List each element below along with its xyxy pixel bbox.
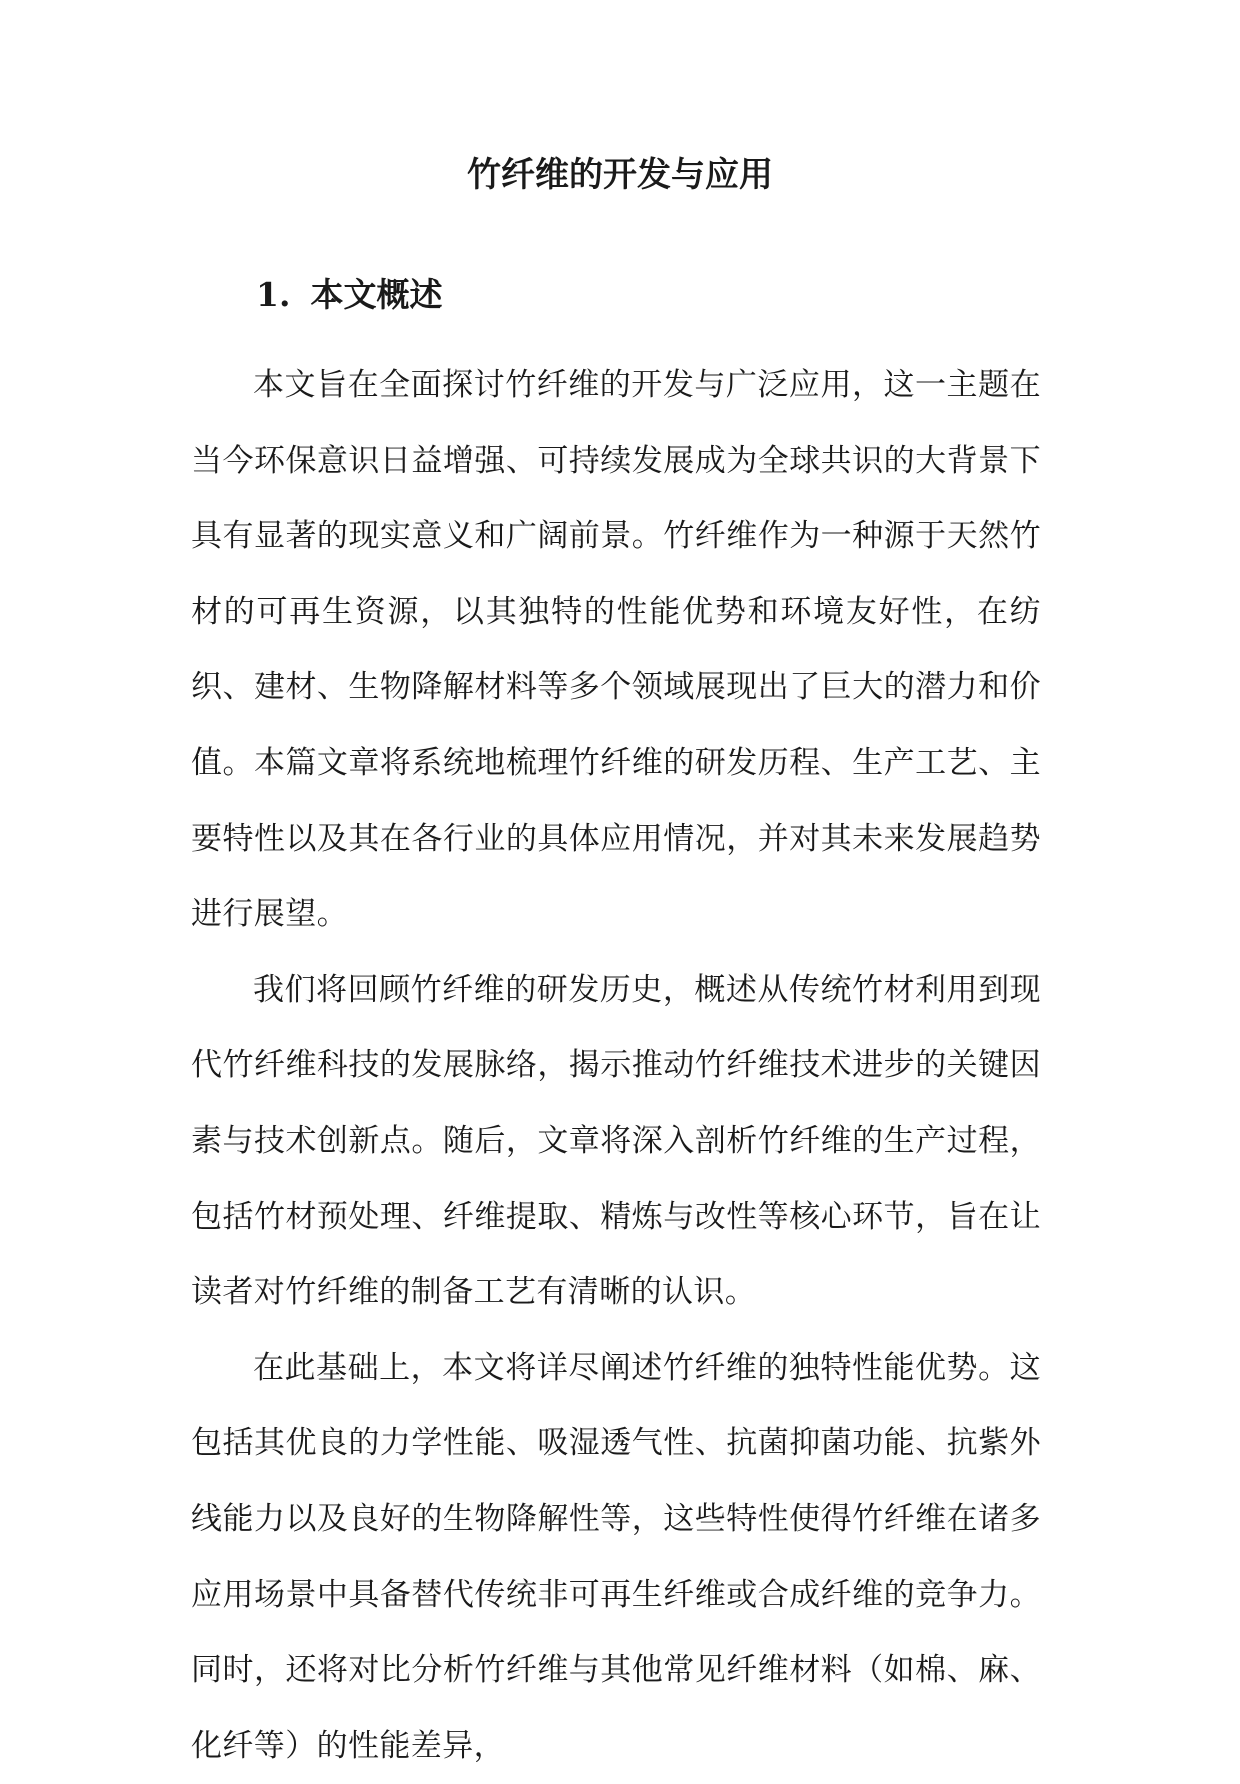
paragraph: 在此基础上，本文将详尽阐述竹纤维的独特性能优势。这包括其优良的力学性能、吸湿透气性、抗菌抑菌功能、抗紫外线能力以及良好的生物降解性等，这些特性使得竹纤维在诸多应用场景中具备替代传统非可再生纤维或合成纤维的竞争力。同时，还将对比分析竹纤维与其他常见纤维材料（如棉、麻、化纤等）的性能差异，	[191, 1349, 1041, 1764]
section-title: 本文概述	[310, 275, 443, 314]
paragraph: 本文旨在全面探讨竹纤维的开发与广泛应用，这一主题在当今环保意识日益增强、可持续发展成为全球共识的大背景下具有显著的现实意义和广阔前景。竹纤维作为一种源于天然竹材的可再生资源，以其独特的性能优势和环境友好性，在纺织、建材、生物降解材料等多个领域展现出了巨大的潜力和价值。本篇文章将系统地梳理竹纤维的研发历程、生产工艺、主要特性以及其在各行业的具体应用情况，并对其未来发展趋势进行展望。	[191, 367, 1041, 933]
section-number: 1.	[256, 275, 291, 314]
body-text	[191, 348, 1041, 1784]
paragraph: 我们将回顾竹纤维的研发历史，概述从传统竹材利用到现代竹纤维科技的发展脉络，揭示推动竹纤维技术进步的关键因素与技术创新点。随后，文章将深入剖析竹纤维的生产过程，包括竹材预处理、纤维提取、精炼与改性等核心环节，旨在让读者对竹纤维的制备工艺有清晰的认识。	[191, 971, 1041, 1311]
document-title: 竹纤维的开发与应用	[467, 155, 773, 195]
section-heading	[256, 270, 442, 320]
